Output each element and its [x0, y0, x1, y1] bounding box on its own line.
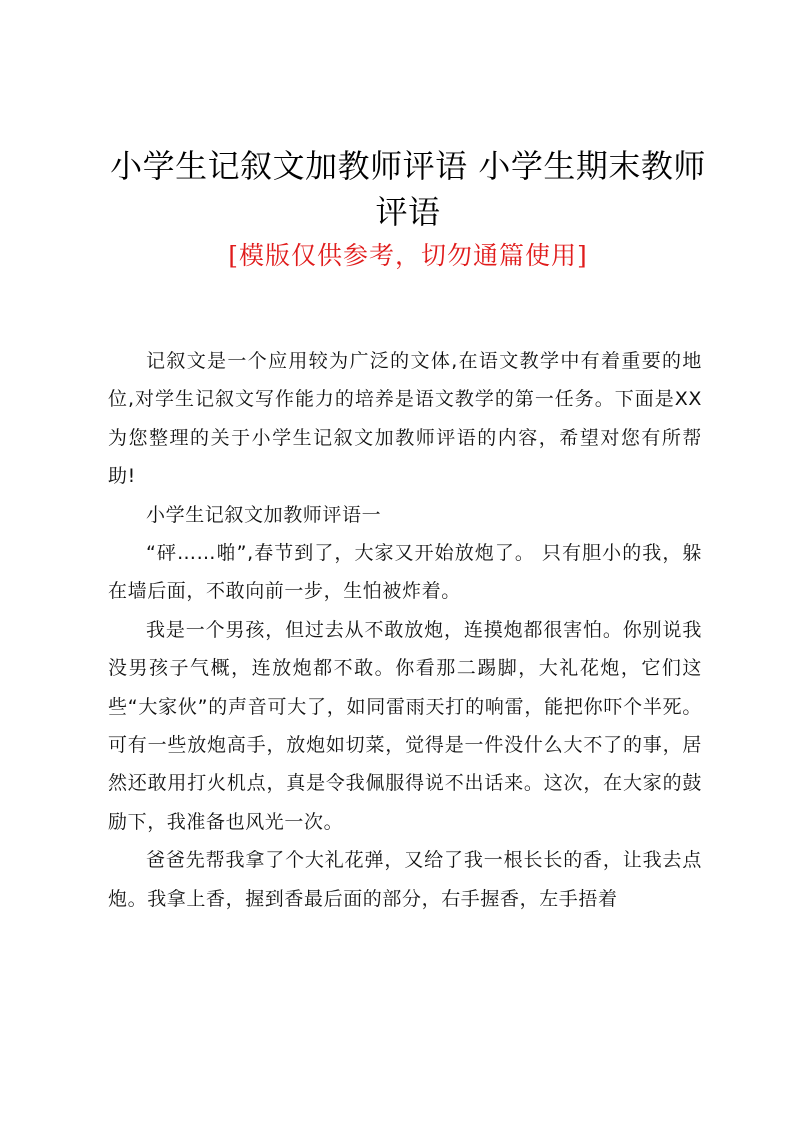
section-heading: 小学生记叙文加教师评语一 [146, 503, 382, 526]
intro-paragraph: 记叙文是一个应用较为广泛的文体,在语文教学中有着重要的地位,对学生记叙文写作能力的培养是语文教学的第一任务。下面是XX为您整理的关于小学生记叙文加教师评语的内容，希望对您有所帮助! [108, 350, 702, 488]
page-title: 小学生记叙文加教师评语 小学生期末教师评语 [110, 147, 706, 231]
story-paragraph: 爸爸先帮我拿了个大礼花弹，又给了我一根长长的香，让我去点炮。我拿上香，握到香最后面的部分，右手握香，左手捂着 [108, 849, 702, 910]
document-body [108, 342, 702, 918]
story-paragraph: 我是一个男孩，但过去从不敢放炮，连摸炮都很害怕。你别说我没男孩子气概，连放炮都不敢。你看那二踢脚，大礼花炮，它们这些“大家伙”的声音可大了，如同雷雨天打的响雷，能把你吓个半死。可有一些放炮高手，放炮如切菜，觉得是一件没什么大不了的事，居然还敢用打火机点，真是令我佩服得说不出话来。这次，在大家的鼓励下，我准备也风光一次。 [108, 618, 702, 833]
story-paragraph: “砰……啪”,春节到了，大家又开始放炮了。 只有胆小的我，躲在墙后面，不敢向前一步，生怕被炸着。 [108, 542, 702, 603]
template-disclaimer: [模版仅供参考，切勿通篇使用] [228, 241, 588, 270]
